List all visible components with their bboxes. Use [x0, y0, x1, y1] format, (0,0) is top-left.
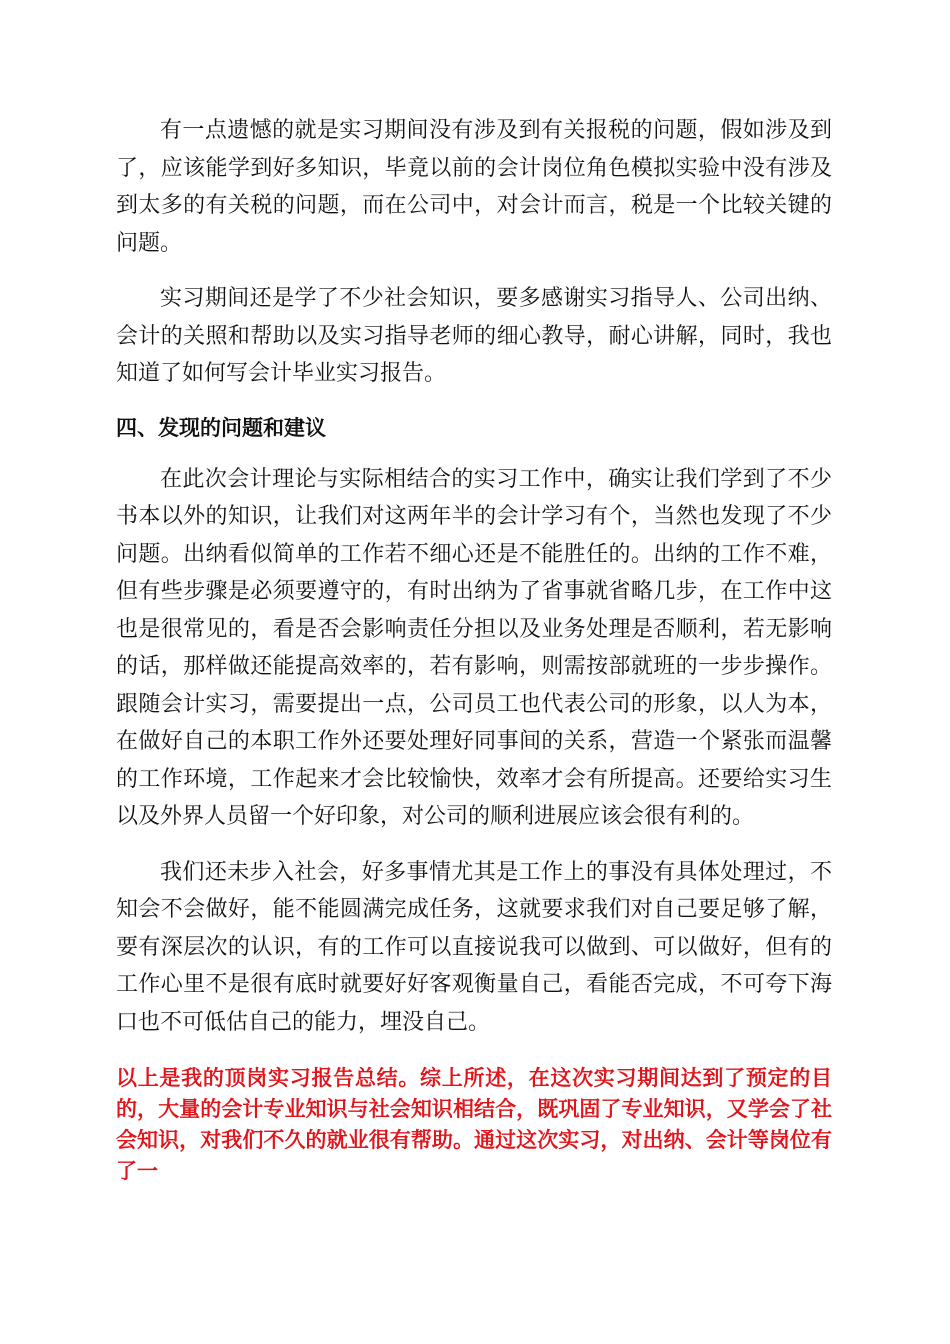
paragraph-problems: 在此次会计理论与实际相结合的实习工作中，确实让我们学到了不少书本以外的知识，让我们对这两年半的会计学习有个，当然也发现了不少问题。出纳看似简单的工作若不细心还是不能胜任的。出纳的工作不难，但有些步骤是必须要遵守的，有时出纳为了省事就省略几步，在工作中这也是很常见的，看是否会影响责任分担以及业务处理是否顺利，若无影响的话，那样做还能提高效率的，若有影响，则需按部就班的一步步操作。跟随会计实习，需要提出一点，公司员工也代表公司的形象，以人为本，在做好自己的本职工作外还要处理好同事间的关系，营造一个紧张而温馨的工作环境，工作起来才会比较愉快，效率才会有所提高。还要给实习生以及外界人员留一个好印象，对公司的顺利进展应该会很有利的。: [116, 466, 832, 829]
paragraph-tax-regret: 有一点遗憾的就是实习期间没有涉及到有关报税的问题，假如涉及到了，应该能学到好多知识，毕竟以前的会计岗位角色模拟实验中没有涉及到太多的有关税的问题，而在公司中，对会计而言，税是一个比较关键的问题。: [116, 118, 832, 256]
paragraph-suggestions: 我们还未步入社会，好多事情尤其是工作上的事没有具体处理过，不知会不会做好，能不能圆满完成任务，这就要求我们对自己要足够了解，要有深层次的认识，有的工作可以直接说我可以做到、可以做好，但有的工作心里不是很有底时就要好好客观衡量自己，看能否完成，不可夸下海口也不可低估自己的能力，埋没自己。: [116, 859, 832, 1035]
paragraph-social-knowledge: 实习期间还是学了不少社会知识，要多感谢实习指导人、公司出纳、会计的关照和帮助以及实习指导老师的细心教导，耐心讲解，同时，我也知道了如何写会计毕业实习报告。: [116, 286, 832, 386]
document-page: [116, 112, 832, 1187]
summary-paragraph: 以上是我的顶岗实习报告总结。综上所述，在这次实习期间达到了预定的目的，大量的会计专业知识与社会知识相结合，既巩固了专业知识，又学会了社会知识，对我们不久的就业很有帮助。通过这次实习，对出纳、会计等岗位有了一: [116, 1066, 832, 1183]
section-heading: 四、发现的问题和建议: [116, 415, 326, 440]
